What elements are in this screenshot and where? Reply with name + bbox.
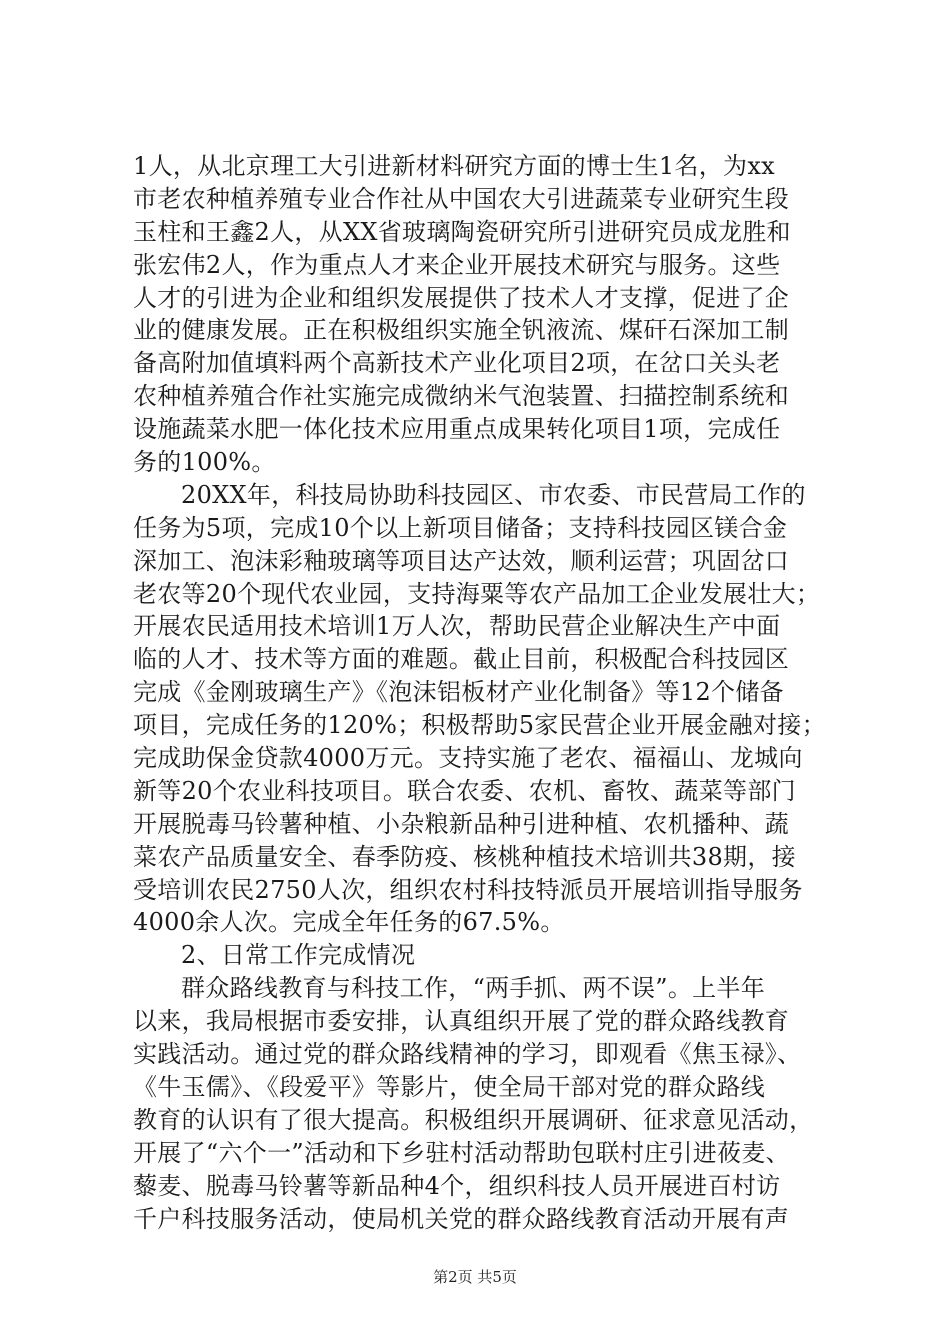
text-line: 人才的引进为企业和组织发展提供了技术人才支撑，促进了企 (133, 283, 790, 312)
text-line: 千户科技服务活动，使局机关党的群众路线教育活动开展有声 (133, 1204, 790, 1233)
text-line: 张宏伟2人，作为重点人才来企业开展技术研究与服务。这些 (133, 250, 781, 279)
text-line: 临的人才、技术等方面的难题。截止目前，积极配合科技园区 (133, 645, 790, 674)
text-line: 务的100%。 (133, 448, 276, 477)
text-line: 业的健康发展。正在积极组织实施全钒液流、煤矸石深加工制 (133, 316, 790, 345)
text-line: 4000余人次。完成全年任务的67.5%。 (133, 908, 565, 937)
text-line: 市老农种植养殖专业合作社从中国农大引进蔬菜专业研究生段 (133, 184, 790, 213)
text-line: 老农等20个现代农业园，支持海粟等农产品加工企业发展壮大； (133, 579, 821, 608)
text-line: 项目，完成任务的120%；积极帮助5家民营企业开展金融对接； (133, 711, 826, 740)
page-footer: 第2页 共5页 (433, 1268, 517, 1286)
text-line: 设施蔬菜水肥一体化技术应用重点成果转化项目1项，完成任 (133, 415, 781, 444)
text-line: 玉柱和王鑫2人，从XX省玻璃陶瓷研究所引进研究员成龙胜和 (133, 217, 791, 246)
text-line: 藜麦、脱毒马铃薯等新品种4个，组织科技人员开展进百村访 (133, 1171, 781, 1200)
text-line: 受培训农民2750人次，组织农村科技特派员开展培训指导服务 (133, 875, 803, 904)
text-line: 完成助保金贷款4000万元。支持实施了老农、福福山、龙城向 (133, 744, 803, 773)
text-line: 完成《金刚玻璃生产》《泡沫铝板材产业化制备》等12个储备 (133, 678, 784, 707)
text-line: 开展脱毒马铃薯种植、小杂粮新品种引进种植、农机播种、蔬 (133, 809, 790, 838)
text-line: 2、日常工作完成情况 (181, 941, 416, 970)
text-line: 群众路线教育与科技工作，“两手抓、两不误”。上半年 (181, 974, 766, 1003)
text-line: 菜农产品质量安全、春季防疫、核桃种植技术培训共38期，接 (133, 842, 796, 871)
text-line: 深加工、泡沫彩釉玻璃等项目达产达效，顺利运营；巩固岔口 (133, 546, 790, 575)
text-line: 1人，从北京理工大引进新材料研究方面的博士生1名，为xx (133, 152, 776, 180)
text-line: 任务为5项，完成10个以上新项目储备；支持科技园区镁合金 (133, 513, 788, 542)
text-line: 开展了“六个一”活动和下乡驻村活动帮助包联村庄引进莜麦、 (133, 1138, 790, 1167)
text-line: 20XX年，科技局协助科技园区、市农委、市民营局工作的 (181, 480, 806, 509)
text-line: 《牛玉儒》、《段爱平》等影片，使全局干部对党的群众路线 (133, 1072, 766, 1101)
text-line: 开展农民适用技术培训1万人次，帮助民营企业解决生产中面 (133, 612, 781, 641)
text-line: 教育的认识有了很大提高。积极组织开展调研、征求意见活动， (133, 1105, 814, 1134)
text-line: 新等20个农业科技项目。联合农委、农机、畜牧、蔬菜等部门 (133, 776, 796, 805)
text-line: 农种植养殖合作社实施完成微纳米气泡装置、扫描控制系统和 (133, 382, 790, 411)
document-body (133, 150, 833, 1235)
text-line: 备高附加值填料两个高新技术产业化项目2项，在岔口关头老 (133, 349, 781, 378)
text-line: 实践活动。通过党的群众路线精神的学习，即观看《焦玉禄》、 (133, 1040, 802, 1069)
text-line: 以来，我局根据市委安排，认真组织开展了党的群众路线教育 (133, 1007, 790, 1036)
